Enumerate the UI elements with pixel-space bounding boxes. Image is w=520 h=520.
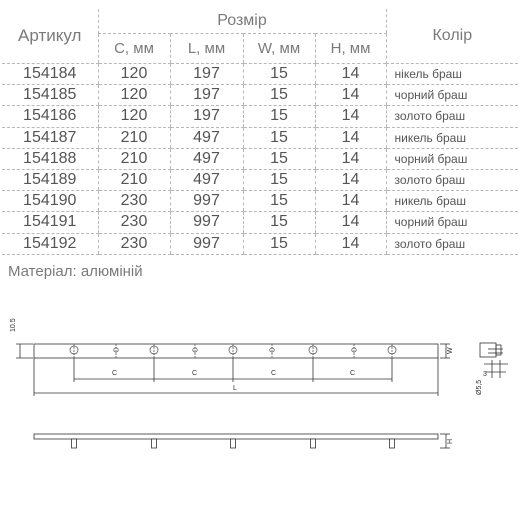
profile-view (480, 343, 496, 357)
cell-h: 14 (315, 148, 386, 169)
cell-h: 14 (315, 85, 386, 106)
cell-h: 14 (315, 191, 386, 212)
cell-color: никель браш (386, 191, 518, 212)
cell-article: 154191 (2, 212, 98, 233)
cell-color: нікель браш (386, 64, 518, 85)
cell-c: 120 (98, 85, 170, 106)
cell-article: 154188 (2, 148, 98, 169)
header-w: W, мм (243, 34, 315, 64)
cell-color: чорний браш (386, 85, 518, 106)
cell-w: 15 (243, 85, 315, 106)
header-color: Колір (386, 9, 518, 64)
cell-h: 14 (315, 127, 386, 148)
cell-color: чорний браш (386, 212, 518, 233)
cell-h: 14 (315, 169, 386, 190)
cell-c: 120 (98, 64, 170, 85)
cell-article: 154185 (2, 85, 98, 106)
cell-l: 997 (170, 191, 243, 212)
dim-c-label: C (112, 370, 118, 377)
cell-l: 197 (170, 85, 243, 106)
cell-article: 154184 (2, 64, 98, 85)
cell-c: 230 (98, 212, 170, 233)
cell-l: 497 (170, 127, 243, 148)
cell-c: 210 (98, 169, 170, 190)
header-size-group: Розмір (98, 9, 386, 34)
cell-l: 197 (170, 64, 243, 85)
cell-w: 15 (243, 127, 315, 148)
cell-c: 210 (98, 127, 170, 148)
rail-side-view (34, 434, 438, 439)
cell-color: чорний браш (386, 148, 518, 169)
dim-c-label: C (350, 370, 356, 377)
cell-l: 497 (170, 148, 243, 169)
dim-w-label: W (447, 347, 454, 354)
cell-h: 14 (315, 233, 386, 254)
cell-w: 15 (243, 212, 315, 233)
header-article: Артикул (2, 9, 98, 64)
cell-w: 15 (243, 148, 315, 169)
header-l: L, мм (170, 34, 243, 64)
dim-h-label: H (447, 438, 454, 444)
cell-color: золото браш (386, 233, 518, 254)
dim-c-label: C (192, 370, 198, 377)
mount-pin (390, 439, 395, 448)
header-c: C, мм (98, 34, 170, 64)
cell-h: 14 (315, 106, 386, 127)
cell-w: 15 (243, 191, 315, 212)
cell-l: 997 (170, 212, 243, 233)
cell-article: 154190 (2, 191, 98, 212)
cell-color: золото браш (386, 169, 518, 190)
cell-w: 15 (243, 169, 315, 190)
cell-h: 14 (315, 212, 386, 233)
cell-c: 230 (98, 191, 170, 212)
cell-w: 15 (243, 233, 315, 254)
dim-l-label: L (233, 385, 237, 392)
mount-pin (231, 439, 236, 448)
dim-height-label: 10.5 (10, 318, 17, 332)
cell-l: 197 (170, 106, 243, 127)
cell-c: 210 (98, 148, 170, 169)
cell-article: 154187 (2, 127, 98, 148)
cell-color: золото браш (386, 106, 518, 127)
cell-color: никель браш (386, 127, 518, 148)
dim-c-label: C (271, 370, 277, 377)
cell-h: 14 (315, 64, 386, 85)
cell-c: 120 (98, 106, 170, 127)
cell-article: 154186 (2, 106, 98, 127)
header-h: H, мм (315, 34, 386, 64)
rail-top-view (34, 344, 438, 358)
dim-3-label: 3 (483, 371, 487, 378)
dim-hole-label: Ø5,5 (476, 379, 483, 395)
material-note: Матеріал: алюміній (8, 263, 143, 280)
cell-article: 154189 (2, 169, 98, 190)
mount-pin (72, 439, 77, 448)
cell-w: 15 (243, 64, 315, 85)
mount-pin (152, 439, 157, 448)
cell-article: 154192 (2, 233, 98, 254)
cell-c: 230 (98, 233, 170, 254)
cell-w: 15 (243, 106, 315, 127)
cell-l: 497 (170, 169, 243, 190)
mount-pin (311, 439, 316, 448)
cell-l: 997 (170, 233, 243, 254)
